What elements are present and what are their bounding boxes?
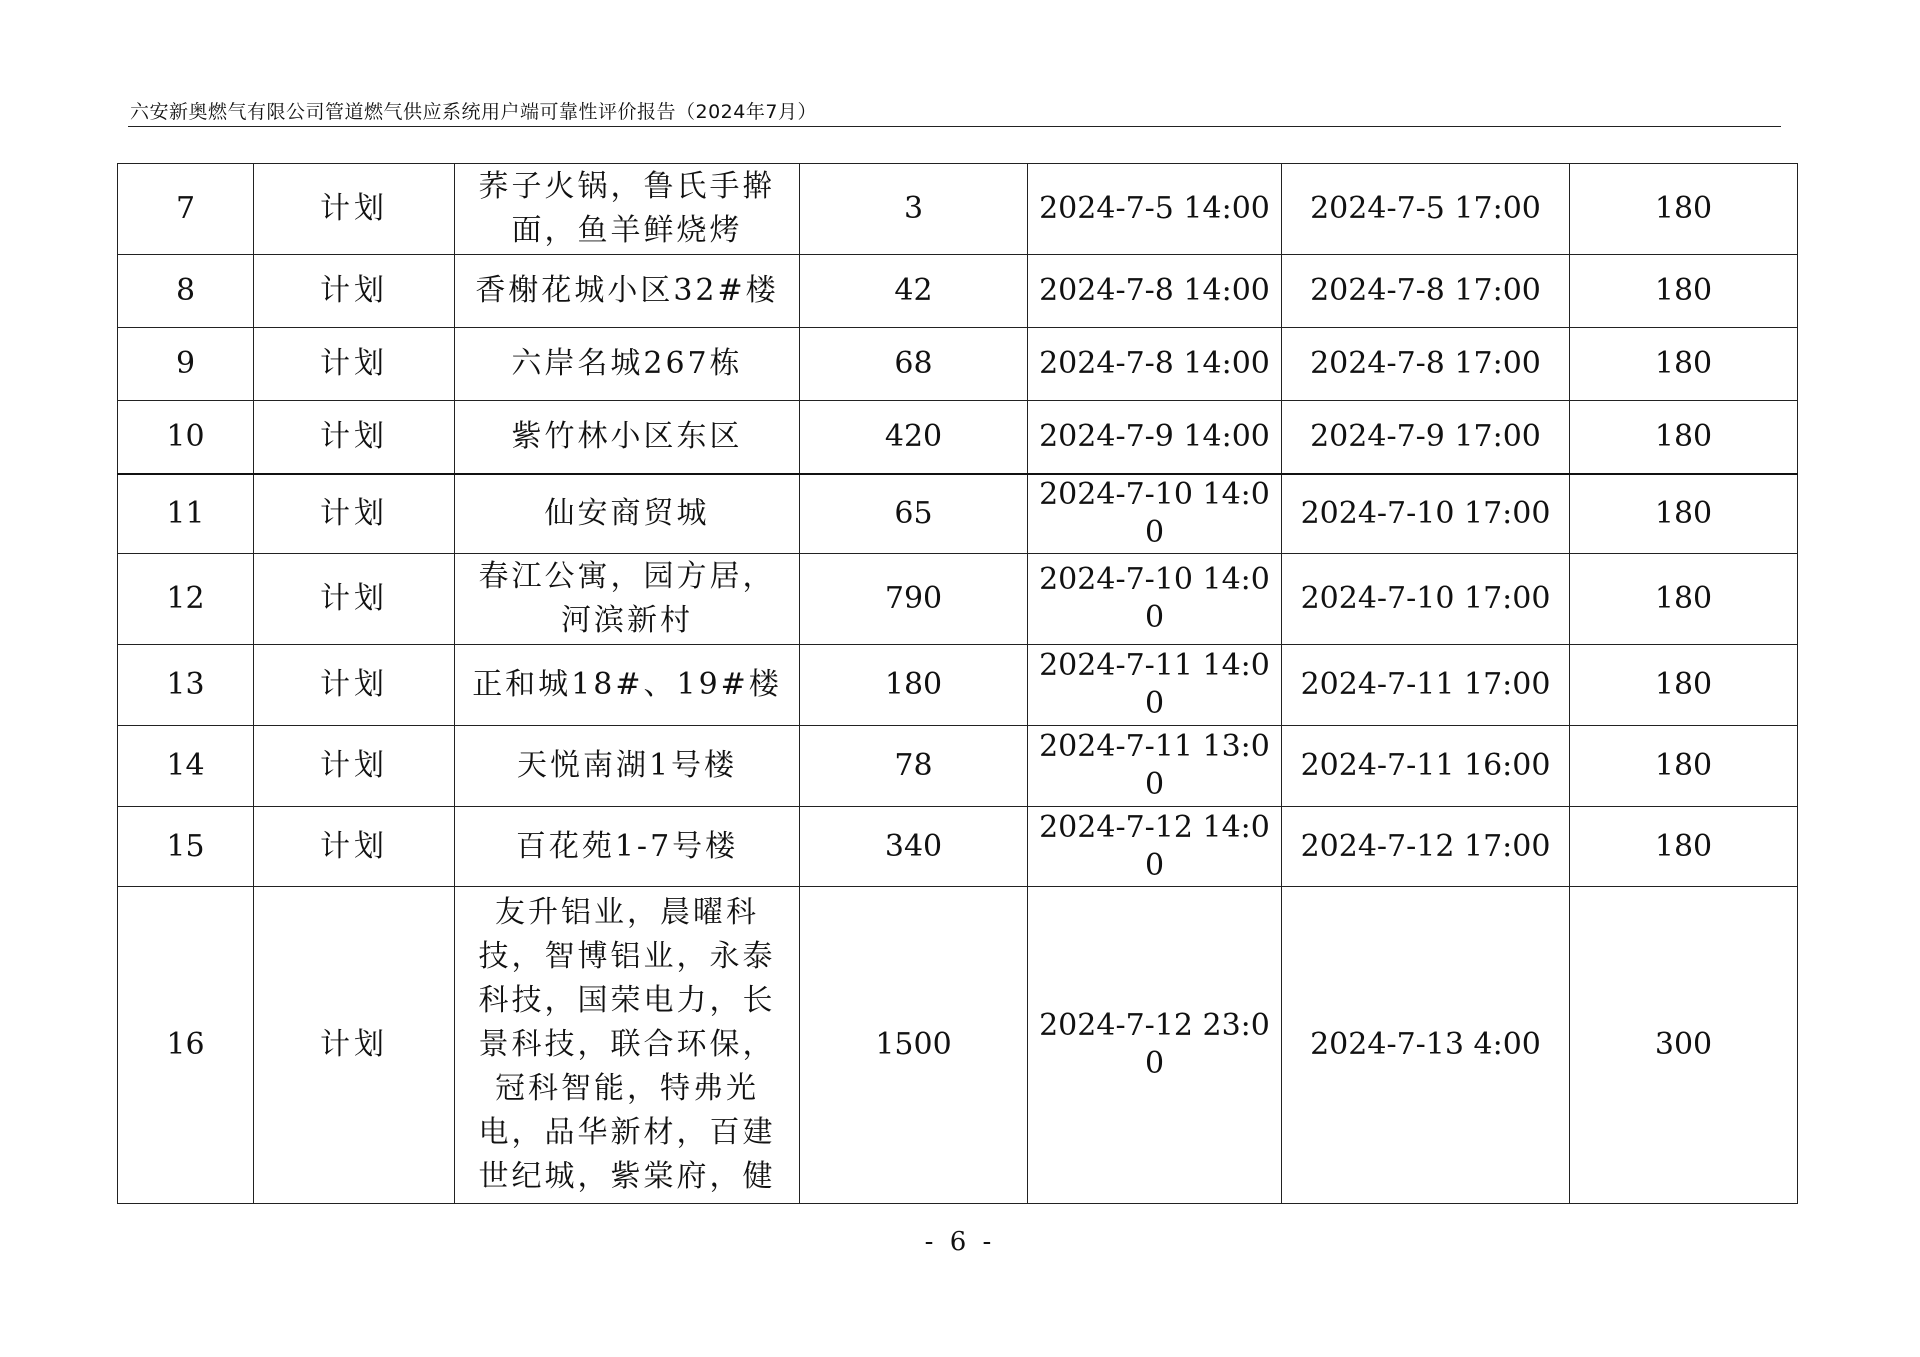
cell-start: 2024-7-11 13:00 bbox=[1028, 726, 1282, 807]
cell-no: 16 bbox=[118, 887, 254, 1204]
table-row bbox=[118, 726, 1798, 807]
cell-start: 2024-7-12 14:00 bbox=[1028, 807, 1282, 887]
cell-users: 42 bbox=[800, 255, 1028, 328]
cell-minutes: 180 bbox=[1570, 328, 1798, 401]
cell-no: 15 bbox=[118, 807, 254, 887]
cell-minutes: 300 bbox=[1570, 887, 1798, 1204]
cell-type: 计划 bbox=[254, 474, 455, 554]
cell-type: 计划 bbox=[254, 164, 455, 255]
cell-area: 紫竹林小区东区 bbox=[455, 401, 800, 474]
table-row bbox=[118, 328, 1798, 401]
cell-minutes: 180 bbox=[1570, 164, 1798, 255]
cell-start: 2024-7-8 14:00 bbox=[1028, 255, 1282, 328]
cell-minutes: 180 bbox=[1570, 726, 1798, 807]
table-row bbox=[118, 401, 1798, 474]
cell-users: 78 bbox=[800, 726, 1028, 807]
cell-users: 180 bbox=[800, 645, 1028, 726]
cell-start: 2024-7-10 14:00 bbox=[1028, 474, 1282, 554]
cell-end: 2024-7-13 4:00 bbox=[1282, 887, 1570, 1204]
cell-users: 65 bbox=[800, 474, 1028, 554]
header-rule bbox=[128, 126, 1781, 127]
cell-minutes: 180 bbox=[1570, 401, 1798, 474]
cell-end: 2024-7-11 17:00 bbox=[1282, 645, 1570, 726]
cell-end: 2024-7-8 17:00 bbox=[1282, 328, 1570, 401]
cell-type: 计划 bbox=[254, 726, 455, 807]
cell-end: 2024-7-8 17:00 bbox=[1282, 255, 1570, 328]
cell-area: 荞子火锅，鲁氏手擀面，鱼羊鲜烧烤 bbox=[455, 164, 800, 255]
cell-type: 计划 bbox=[254, 328, 455, 401]
cell-users: 340 bbox=[800, 807, 1028, 887]
cell-area: 正和城18#、19#楼 bbox=[455, 645, 800, 726]
cell-no: 13 bbox=[118, 645, 254, 726]
cell-area: 六岸名城267栋 bbox=[455, 328, 800, 401]
page-number: - 6 - bbox=[924, 1227, 996, 1257]
cell-type: 计划 bbox=[254, 401, 455, 474]
table-row bbox=[118, 554, 1798, 645]
table-row bbox=[118, 645, 1798, 726]
table-row bbox=[118, 887, 1798, 1204]
outage-table bbox=[117, 163, 1798, 1204]
table-row bbox=[118, 807, 1798, 887]
cell-end: 2024-7-10 17:00 bbox=[1282, 474, 1570, 554]
cell-area: 香榭花城小区32#楼 bbox=[455, 255, 800, 328]
cell-area: 百花苑1-7号楼 bbox=[455, 807, 800, 887]
cell-type: 计划 bbox=[254, 554, 455, 645]
cell-end: 2024-7-9 17:00 bbox=[1282, 401, 1570, 474]
cell-start: 2024-7-8 14:00 bbox=[1028, 328, 1282, 401]
cell-area: 天悦南湖1号楼 bbox=[455, 726, 800, 807]
cell-area: 春江公寓，园方居，河滨新村 bbox=[455, 554, 800, 645]
cell-minutes: 180 bbox=[1570, 645, 1798, 726]
cell-no: 11 bbox=[118, 474, 254, 554]
cell-users: 790 bbox=[800, 554, 1028, 645]
cell-no: 12 bbox=[118, 554, 254, 645]
cell-start: 2024-7-9 14:00 bbox=[1028, 401, 1282, 474]
cell-end: 2024-7-5 17:00 bbox=[1282, 164, 1570, 255]
cell-minutes: 180 bbox=[1570, 255, 1798, 328]
cell-start: 2024-7-12 23:00 bbox=[1028, 887, 1282, 1204]
cell-no: 8 bbox=[118, 255, 254, 328]
table-row bbox=[118, 474, 1798, 554]
cell-users: 3 bbox=[800, 164, 1028, 255]
cell-type: 计划 bbox=[254, 887, 455, 1204]
cell-minutes: 180 bbox=[1570, 474, 1798, 554]
cell-end: 2024-7-10 17:00 bbox=[1282, 554, 1570, 645]
cell-start: 2024-7-11 14:00 bbox=[1028, 645, 1282, 726]
table-row bbox=[118, 164, 1798, 255]
cell-minutes: 180 bbox=[1570, 807, 1798, 887]
report-header-title: 六安新奥燃气有限公司管道燃气供应系统用户端可靠性评价报告（2024年7月） bbox=[130, 101, 817, 123]
cell-users: 68 bbox=[800, 328, 1028, 401]
cell-no: 10 bbox=[118, 401, 254, 474]
cell-start: 2024-7-5 14:00 bbox=[1028, 164, 1282, 255]
cell-type: 计划 bbox=[254, 645, 455, 726]
cell-area: 友升铝业，晨曜科技，智博铝业，永泰科技，国荣电力，长景科技，联合环保，冠科智能，特弗光电，品华新材，百建世纪城，紫棠府，健 bbox=[455, 887, 800, 1204]
cell-no: 14 bbox=[118, 726, 254, 807]
cell-type: 计划 bbox=[254, 255, 455, 328]
cell-users: 1500 bbox=[800, 887, 1028, 1204]
cell-minutes: 180 bbox=[1570, 554, 1798, 645]
cell-end: 2024-7-12 17:00 bbox=[1282, 807, 1570, 887]
cell-start: 2024-7-10 14:00 bbox=[1028, 554, 1282, 645]
cell-type: 计划 bbox=[254, 807, 455, 887]
cell-area: 仙安商贸城 bbox=[455, 474, 800, 554]
cell-users: 420 bbox=[800, 401, 1028, 474]
cell-end: 2024-7-11 16:00 bbox=[1282, 726, 1570, 807]
cell-no: 7 bbox=[118, 164, 254, 255]
cell-no: 9 bbox=[118, 328, 254, 401]
table-row bbox=[118, 255, 1798, 328]
